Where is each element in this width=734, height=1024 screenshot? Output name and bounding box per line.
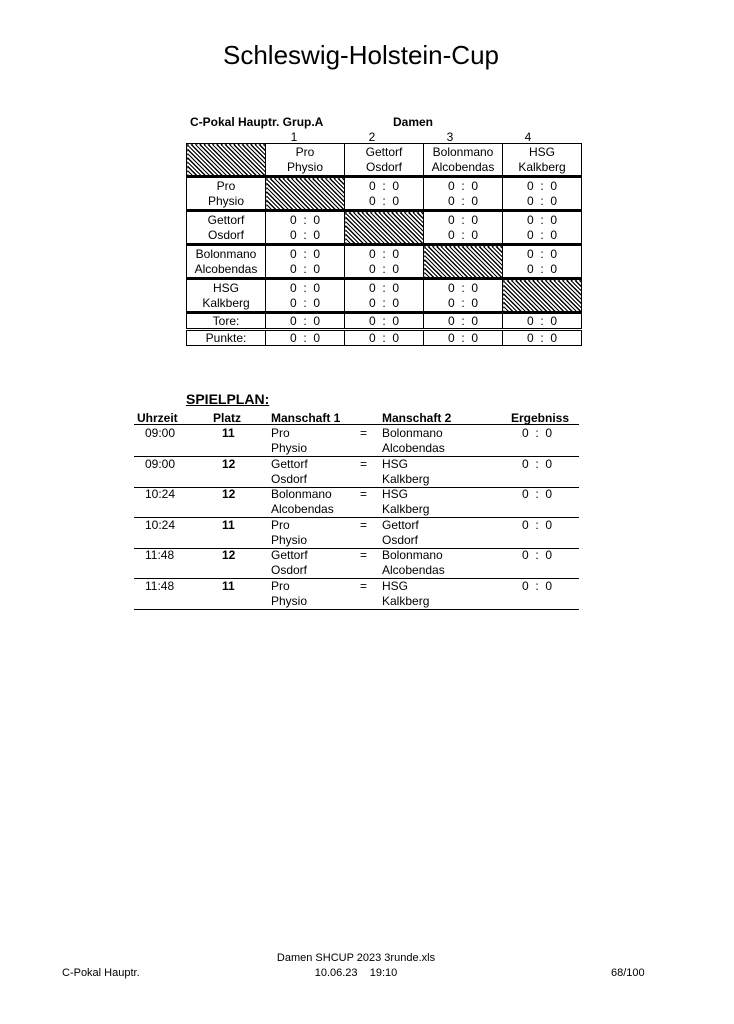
match-result: 0 : 0 [522,456,553,471]
footer-datetime: 10.06.23 19:10 [314,967,398,979]
punkte-label: Punkte: [187,330,266,346]
header-team1: Manschaft 1 [271,411,341,425]
match-team2-line2: Alcobendas [382,563,445,577]
match-separator: = [360,578,368,593]
group-name: C-Pokal Hauptr. Grup.A [190,115,324,129]
match-rule [134,517,579,518]
match-rule [134,487,579,488]
match-separator: = [360,548,368,562]
footer-file: Damen SHCUP 2023 3runde.xls [276,952,436,964]
match-team1-line2: Physio [271,593,308,608]
score-cell: 0 : 0 0 : 0 [503,177,582,211]
match-team2-line1: HSG [382,456,409,471]
score-cell: 0 : 0 0 : 0 [503,211,582,245]
standings-grid [186,143,582,346]
match-team2-line2: Kalkberg [382,593,430,608]
match-time: 11:48 [145,548,175,562]
match-result: 0 : 0 [522,487,553,501]
match-rule [134,578,579,579]
match-separator: = [360,517,368,532]
tore-value: 0 : 0 [424,313,503,330]
score-cell: 0 : 0 0 : 0 [503,245,582,279]
header-team2: Manschaft 2 [382,411,452,425]
tore-value: 0 : 0 [266,313,345,330]
header-result: Ergebniss [511,411,570,425]
match-field: 12 [222,487,236,501]
grid-team-row [187,279,582,313]
score-cell: 0 : 0 0 : 0 [266,211,345,245]
match-result: 0 : 0 [522,426,553,440]
score-cell: 0 : 0 0 : 0 [345,279,424,313]
match-team2-line2: Alcobendas [382,441,445,455]
hatched-corner-cell [187,144,266,177]
tore-value: 0 : 0 [503,313,582,330]
match-team2-line2: Kalkberg [382,502,430,516]
score-cell: 0 : 0 0 : 0 [424,211,503,245]
header-time: Uhrzeit [137,411,178,425]
row-team: HSG Kalkberg [187,279,266,313]
column-number: 4 [524,130,532,144]
match-team1-line1: Pro [271,517,290,532]
column-team: Pro Physio [266,144,345,177]
match-team1-line1: Gettorf [271,456,308,471]
match-field: 11 [222,517,235,532]
match-time: 09:00 [145,426,176,440]
match-time: 10:24 [145,487,176,501]
match-separator: = [360,487,368,501]
match-team1-line2: Osdorf [271,471,308,486]
punkte-value: 0 : 0 [424,330,503,346]
tore-label: Tore: [187,313,266,330]
footer-left: C-Pokal Hauptr. [62,967,140,979]
page-title: Schleswig-Holstein-Cup [223,40,499,70]
match-team1-line1: Pro [271,578,290,593]
grid-team-row [187,177,582,211]
match-result: 0 : 0 [522,517,553,532]
match-team2-line1: Bolonmano [382,548,443,562]
punkte-value: 0 : 0 [266,330,345,346]
match-team1-line1: Bolonmano [271,487,332,501]
match-team2-line1: HSG [382,487,409,501]
match-separator: = [360,456,368,471]
header-field: Platz [213,411,242,425]
match-field: 12 [222,456,236,471]
column-number: 2 [368,130,376,144]
match-field: 12 [222,548,236,562]
match-time: 09:00 [145,456,176,471]
match-team1-line1: Gettorf [271,548,308,562]
match-time: 10:24 [145,517,176,532]
score-cell: 0 : 0 0 : 0 [424,177,503,211]
column-number: 3 [446,130,454,144]
row-team: Bolonmano Alcobendas [187,245,266,279]
match-team1-line2: Physio [271,532,308,547]
footer-page: 68/100 [611,967,645,979]
header-rule [134,424,579,425]
score-cell: 0 : 0 0 : 0 [266,245,345,279]
match-time: 11:48 [145,578,175,593]
tore-value: 0 : 0 [345,313,424,330]
match-team2-line1: Bolonmano [382,426,443,440]
match-rule [134,456,579,457]
match-team2-line2: Osdorf [382,532,419,547]
score-cell: 0 : 0 0 : 0 [345,245,424,279]
column-team: Gettorf Osdorf [345,144,424,177]
column-team: Bolonmano Alcobendas [424,144,503,177]
match-team2-line1: HSG [382,578,409,593]
hatched-self-cell [503,279,582,313]
match-field: 11 [222,578,235,593]
match-result: 0 : 0 [522,578,553,593]
match-team1-line2: Physio [271,441,308,455]
match-team2-line1: Gettorf [382,517,419,532]
match-team1-line1: Pro [271,426,290,440]
match-rule [134,548,579,549]
row-team: Pro Physio [187,177,266,211]
grid-team-row [187,245,582,279]
score-cell: 0 : 0 0 : 0 [345,177,424,211]
punkte-value: 0 : 0 [503,330,582,346]
grid-team-row [187,211,582,245]
row-team: Gettorf Osdorf [187,211,266,245]
match-team2-line2: Kalkberg [382,471,430,486]
match-separator: = [360,426,368,440]
match-rule [134,609,579,610]
match-team1-line2: Osdorf [271,563,308,577]
tore-row [187,313,582,330]
match-team1-line2: Alcobendas [271,502,334,516]
grid-header-row [187,144,582,177]
punkte-value: 0 : 0 [345,330,424,346]
match-result: 0 : 0 [522,548,553,562]
score-cell: 0 : 0 0 : 0 [424,279,503,313]
hatched-self-cell [266,177,345,211]
score-cell: 0 : 0 0 : 0 [266,279,345,313]
punkte-row [187,330,582,346]
column-number: 1 [290,130,298,144]
spielplan-title: SPIELPLAN: [186,391,270,407]
hatched-self-cell [345,211,424,245]
column-team: HSG Kalkberg [503,144,582,177]
group-category: Damen [393,115,434,129]
match-field: 11 [222,426,235,440]
hatched-self-cell [424,245,503,279]
